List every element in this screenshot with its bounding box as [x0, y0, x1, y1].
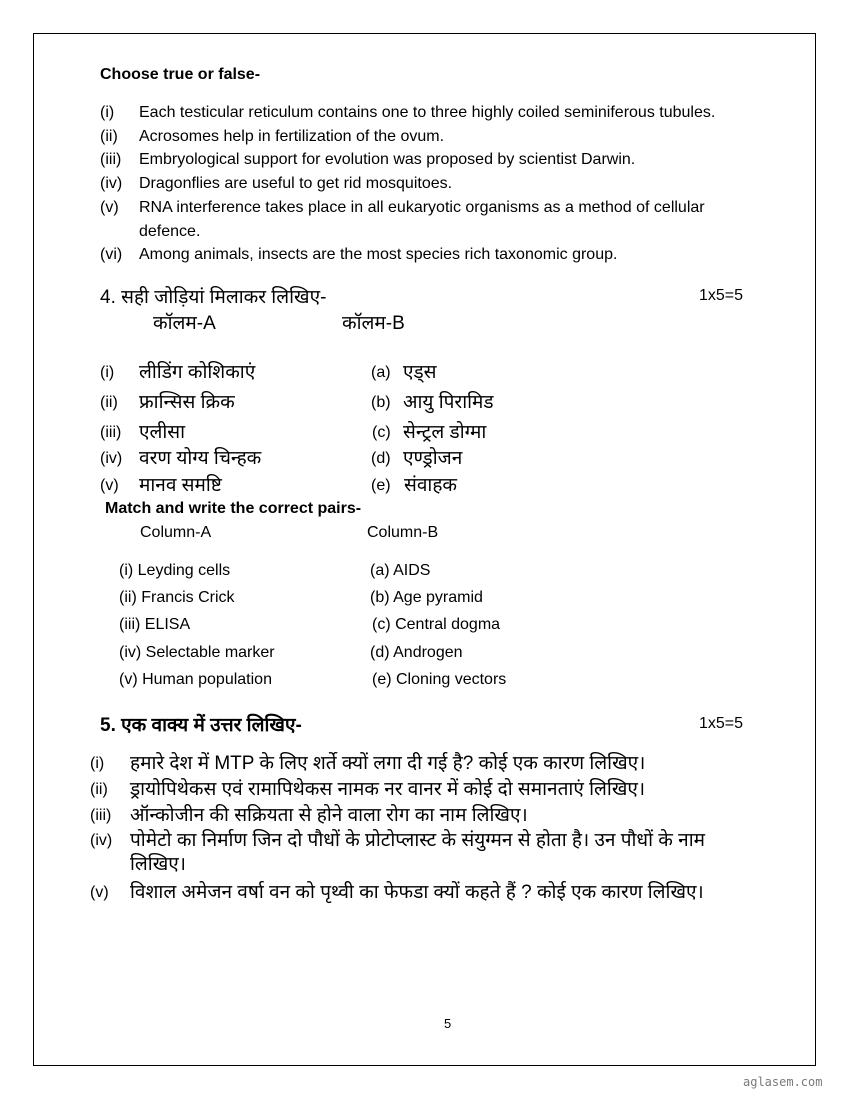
q5-item-text: ऑन्कोजीन की सक्रियता से होने वाला रोग का नाम लिखिए।: [130, 805, 528, 826]
q4-column-b-letter: (b): [371, 394, 391, 411]
q4-title-english: Match and write the correct pairs-: [105, 500, 362, 517]
q5-item-text: पोमेटो का निर्माण जिन दो पौधों के प्रोटोप्लास्ट के संयुग्मन से होता है। उन पौधों के नाम: [130, 830, 706, 851]
q4-column-a-heading-hindi: कॉलम-A: [153, 313, 216, 334]
q3-item-number: (i): [100, 104, 115, 121]
q4-row-number: (v): [100, 477, 119, 494]
q3-title: Choose true or false-: [100, 66, 261, 83]
q5-marks: 1x5=5: [699, 715, 744, 732]
q4-column-a-heading-english: Column-A: [140, 524, 212, 541]
q4-column-b-letter: (a): [371, 364, 391, 381]
q4-column-b-heading-hindi: कॉलम-B: [342, 313, 405, 334]
q5-item-text: हमारे देश में MTP के लिए शर्ते क्यों लगा दी गई है? कोई एक कारण लिखिए।: [130, 753, 646, 774]
q3-item-text: RNA interference takes place in all eukaryotic organisms as a method of cellular: [139, 199, 705, 216]
q4-column-a-item: (i) Leyding cells: [119, 562, 231, 579]
q4-column-b-item: (c) Central dogma: [372, 616, 501, 633]
q4-title-hindi: 4. सही जोड़ियां मिलाकर लिखिए-: [100, 287, 327, 308]
q5-item-text-continued: लिखिए।: [130, 854, 186, 875]
q3-item-text: Dragonflies are useful to get rid mosquitoes.: [139, 175, 453, 192]
q4-row-number: (iv): [100, 450, 123, 467]
q5-item-number: (ii): [90, 781, 108, 798]
q5-item-text: विशाल अमेजन वर्षा वन को पृथ्वी का फेफडा क्यों कहते हैं ? कोई एक कारण लिखिए।: [130, 882, 704, 903]
q3-item-text-continued: defence.: [139, 223, 201, 240]
q4-column-b-letter: (c): [372, 424, 391, 441]
q5-item-number: (iii): [90, 807, 112, 824]
q4-column-b-item: संवाहक: [404, 475, 458, 496]
q5-item-number: (i): [90, 755, 105, 772]
q4-column-b-item: (b) Age pyramid: [370, 589, 483, 606]
q4-column-a-item: (v) Human population: [119, 671, 272, 688]
q4-column-b-item: सेन्ट्रल डोग्मा: [403, 422, 487, 443]
q3-item-number: (vi): [100, 246, 123, 263]
q3-item-number: (iii): [100, 151, 122, 168]
q4-column-b-item: एड्स: [403, 362, 437, 383]
q4-column-a-item: मानव समष्टि: [139, 475, 222, 496]
q4-column-b-item: (d) Androgen: [370, 644, 463, 661]
q4-column-a-item: (iii) ELISA: [119, 616, 191, 633]
q4-column-a-item: (ii) Francis Crick: [119, 589, 235, 606]
q4-column-b-item: आयु पिरामिड: [403, 392, 494, 413]
q3-item-number: (iv): [100, 175, 123, 192]
q4-column-b-letter: (d): [371, 450, 391, 467]
q3-item-text: Among animals, insects are the most species rich taxonomic group.: [139, 246, 618, 263]
q4-column-a-item: एलीसा: [139, 422, 186, 443]
q3-item-number: (v): [100, 199, 119, 216]
q4-column-a-item: (iv) Selectable marker: [119, 644, 275, 661]
q3-item-text: Embryological support for evolution was proposed by scientist Darwin.: [139, 151, 636, 168]
q4-column-b-item: एण्ड्रोजन: [403, 448, 463, 469]
q4-column-a-item: वरण योग्य चिन्हक: [139, 448, 262, 469]
q3-item-text: Each testicular reticulum contains one to three highly coiled seminiferous tubules.: [139, 104, 716, 121]
q3-item-text: Acrosomes help in fertilization of the ovum.: [139, 128, 445, 145]
q4-row-number: (i): [100, 364, 115, 381]
page-number: 5: [444, 1016, 452, 1031]
q4-column-b-item: (a) AIDS: [370, 562, 431, 579]
q4-column-a-item: फ्रान्सिस क्रिक: [139, 392, 235, 413]
q4-marks: 1x5=5: [699, 287, 744, 304]
q5-item-text: ड्रायोपिथेकस एवं रामापिथेकस नामक नर वानर में कोई दो समानताएं लिखिए।: [130, 779, 646, 800]
q5-title-hindi: 5. एक वाक्य में उत्तर लिखिए-: [100, 715, 302, 736]
q4-column-b-letter: (e): [371, 477, 391, 494]
q3-item-number: (ii): [100, 128, 118, 145]
q4-row-number: (ii): [100, 394, 118, 411]
q5-item-number: (v): [90, 884, 109, 901]
q4-column-b-heading-english: Column-B: [367, 524, 439, 541]
q4-column-a-item: लीडिंग कोशिकाएं: [139, 362, 256, 383]
q4-column-b-item: (e) Cloning vectors: [372, 671, 507, 688]
q5-item-number: (iv): [90, 832, 113, 849]
q4-row-number: (iii): [100, 424, 122, 441]
watermark: aglasem.com: [743, 1075, 823, 1089]
